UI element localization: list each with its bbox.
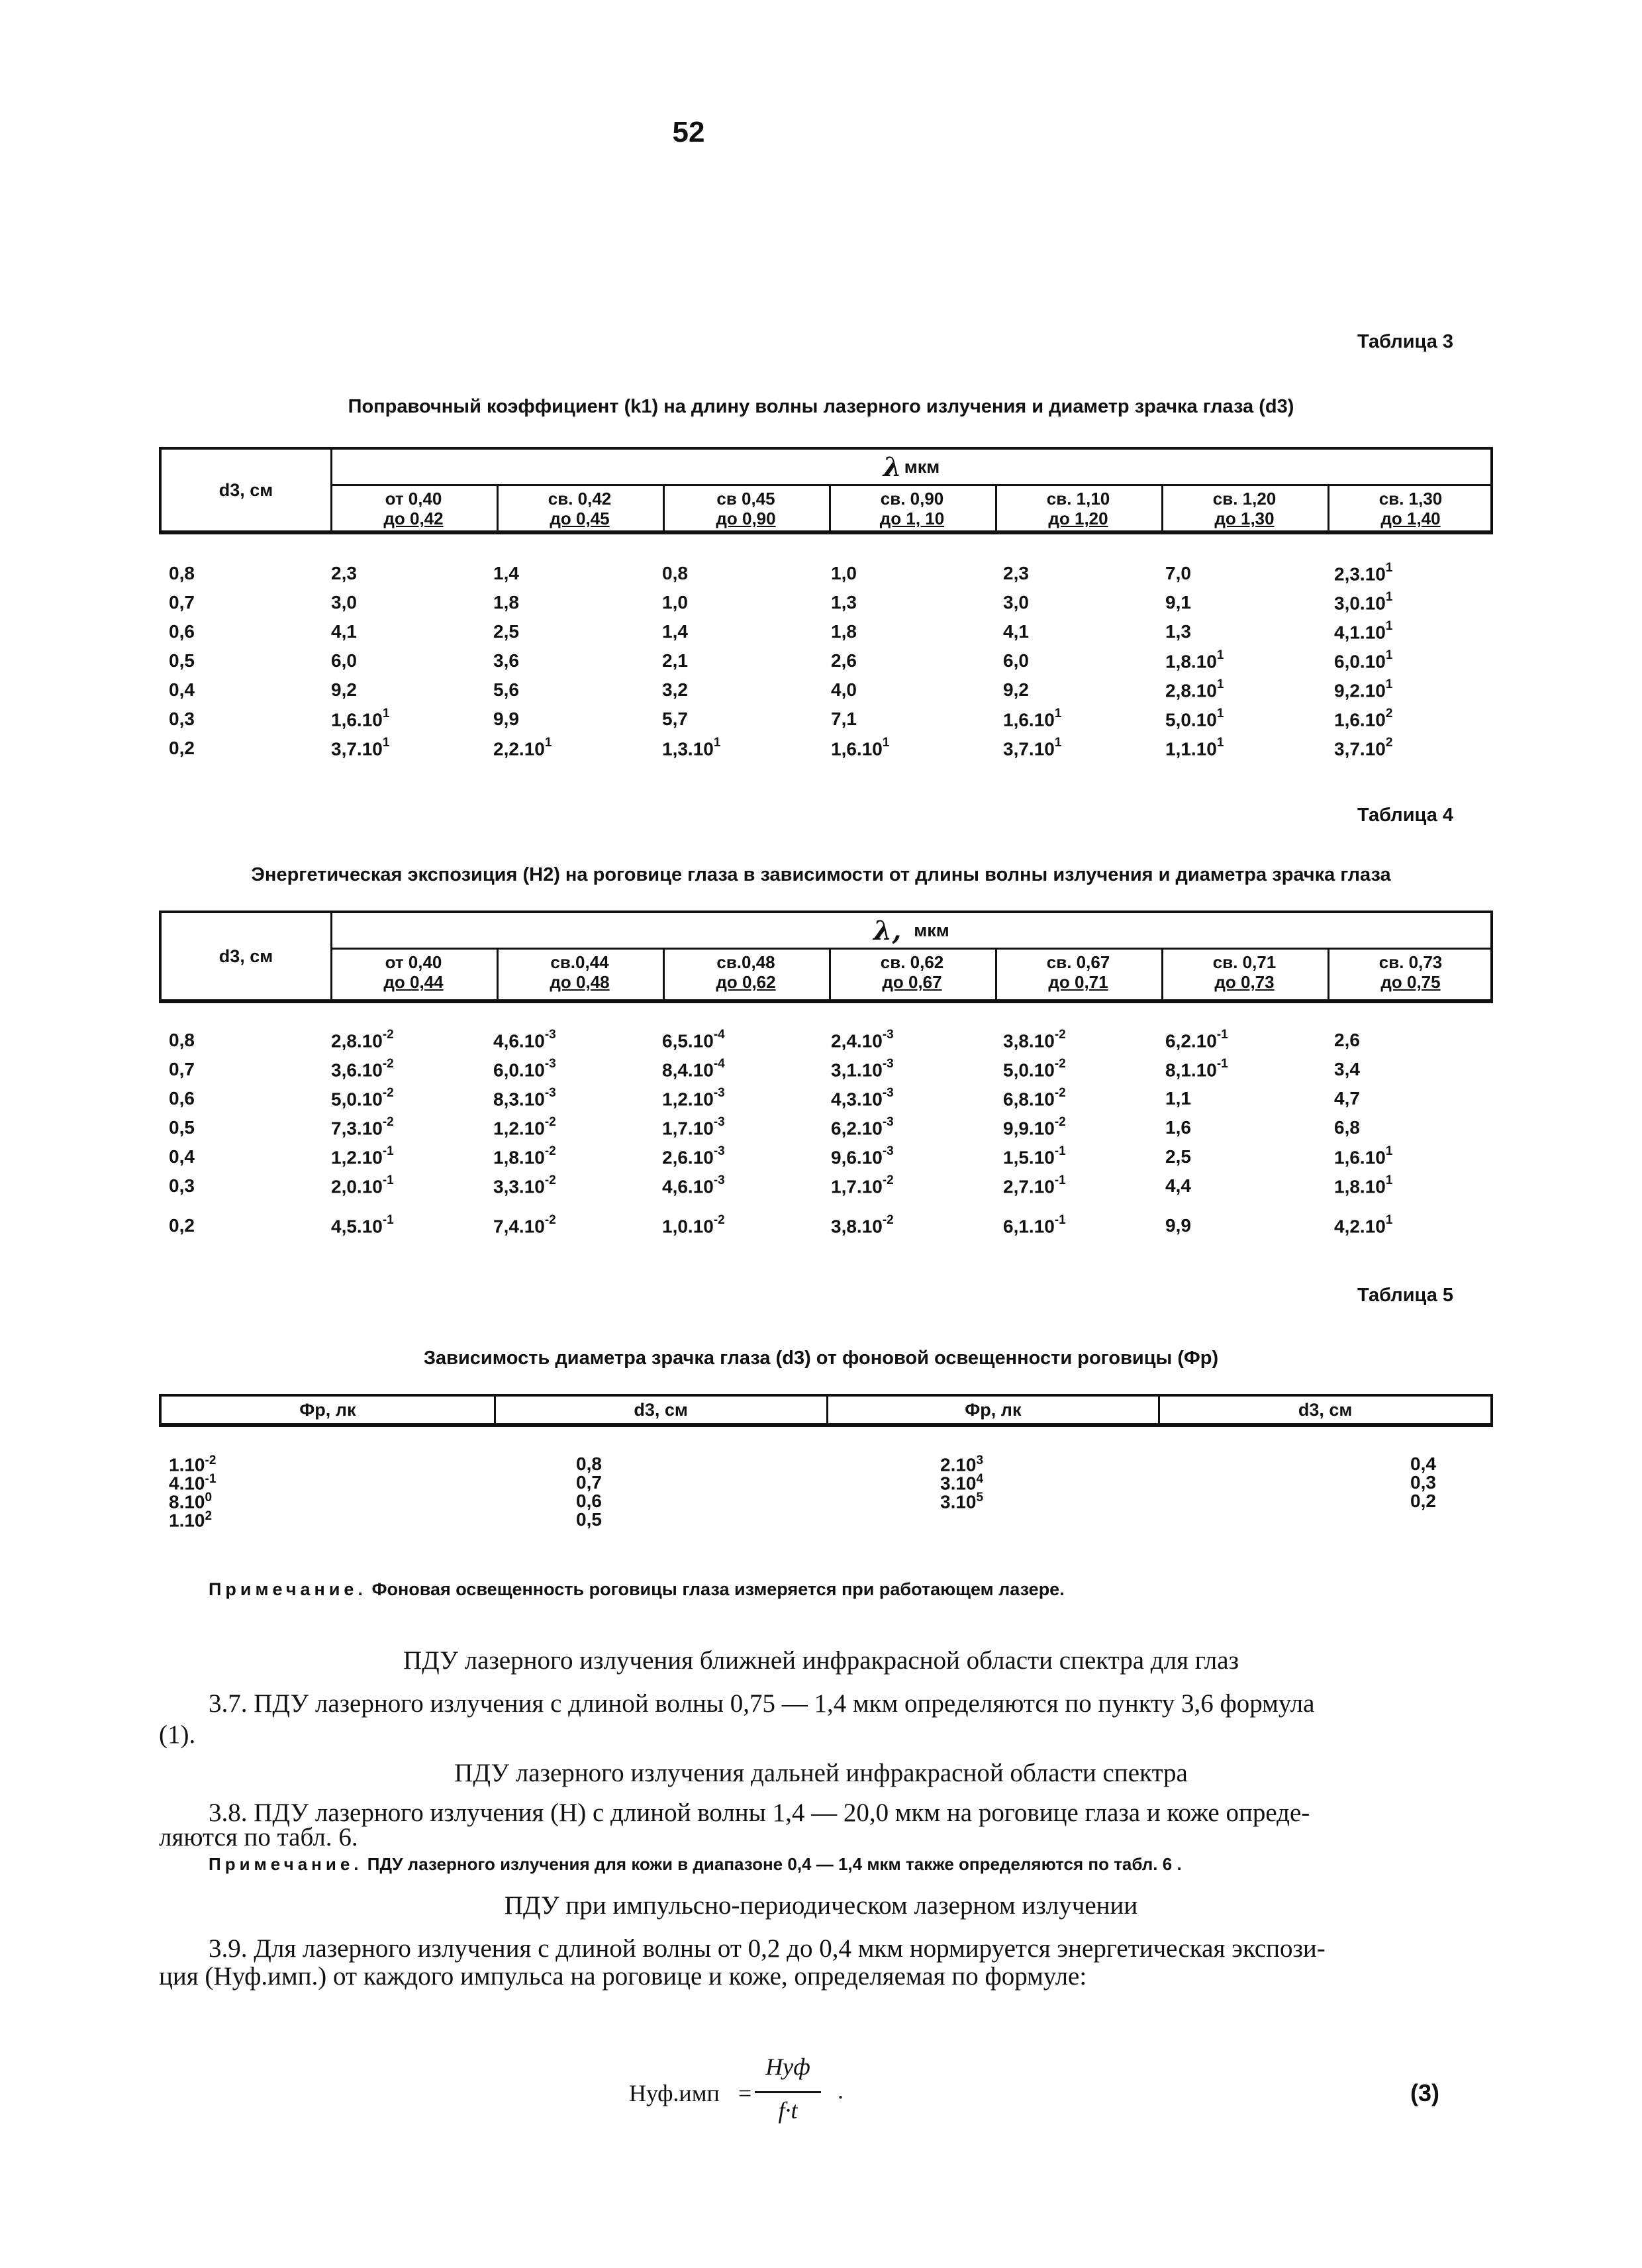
table4-cell-r4-c6: $9,9.10^{-2}$ [1003, 1115, 1066, 1139]
table3-cell-r5-c4: 3,2 [662, 679, 688, 700]
table4-range-header-4 [829, 950, 993, 999]
table5-cell-c4-r3: 0,2 [1410, 1491, 1436, 1511]
table5-cell-c1-r4: 1.10$^2$ [169, 1509, 213, 1531]
formula-fraction-bar [755, 2091, 821, 2093]
table3-cell-r7-c4: 1,3.10$^1$ [662, 736, 721, 760]
table4-d3-header: d3, см [218, 946, 273, 966]
table3-range-to: до 0,90 [716, 509, 776, 528]
formula-dot: . [838, 2077, 844, 2104]
table4-range-header-6 [1161, 950, 1326, 999]
table3-lambda-unit: мкм [904, 456, 940, 477]
page-number: 52 [672, 116, 705, 148]
table4-cell-r7-c5: $3,8.10^{-2}$ [831, 1213, 894, 1237]
formula-numerator: Hуф [765, 2053, 810, 2080]
table5-cell-c4-r2: 0,3 [1410, 1472, 1436, 1493]
table4-cell-r4-c5: $6,2.10^{-3}$ [831, 1115, 894, 1139]
table4-cell-r2-c3: $6,0.10^{-3}$ [493, 1057, 556, 1081]
table4-cell-r1-c8: 2,6 [1334, 1030, 1360, 1050]
table4-cell-r4-c8: 6,8 [1334, 1117, 1360, 1138]
table4-cell-r2-c4: $8,4.10^{-4}$ [662, 1057, 725, 1081]
table3-cell-r3-c8: 4,1.10$^1$ [1334, 619, 1393, 643]
table3-cell-r3-c7: 1,3 [1165, 621, 1191, 642]
table5-cell-c3-r2: 3.10$^4$ [940, 1472, 984, 1494]
table4-cell-r1-c1: 0,8 [169, 1030, 195, 1050]
table3-cell-r5-c5: 4,0 [831, 679, 857, 700]
table3-cell-r4-c8: 6,0.10$^1$ [1334, 648, 1393, 672]
table5-cell-c4-r1: 0,4 [1410, 1454, 1436, 1474]
table3-range-from: св. 1,20 [1212, 489, 1277, 509]
table4-cell-r5-c8: 1,6.10$^1$ [1334, 1144, 1393, 1168]
table3-cell-r7-c7: 1,1.10$^1$ [1165, 736, 1224, 760]
table4-cell-r7-c4: $1,0.10^{-2}$ [662, 1213, 725, 1237]
table4-cell-r2-c2: $3,6.10^{-2}$ [331, 1057, 394, 1081]
table3-cell-r7-c5: 1,6.10$^1$ [831, 736, 890, 760]
table3-cell-r6-c2: 1,6.10$^1$ [331, 707, 390, 730]
table4-lambda-unit: мкм [914, 920, 949, 940]
table5-header-d3-1: d3, см [494, 1397, 826, 1423]
table3-cell-r1-c5: 1,0 [831, 563, 857, 583]
table4-cell-r1-c2: $2,8.10^{-2}$ [331, 1028, 394, 1052]
section-3-heading: ПДУ при импульсно-периодическом лазерном излучении [504, 1891, 1138, 1920]
table4-cell-r3-c2: $5,0.10^{-2}$ [331, 1086, 394, 1110]
table5-header [159, 1394, 1493, 1427]
table5-label: Таблица 5 [1357, 1285, 1454, 1306]
table4-cell-r1-c6: $3,8.10^{-2}$ [1003, 1028, 1066, 1052]
table3-range-to: до 1, 10 [879, 509, 945, 528]
table4-range-from: св. 0,73 [1378, 952, 1443, 972]
table3-cell-r1-c7: 7,0 [1165, 563, 1191, 583]
table3-range-to: до 1,30 [1214, 509, 1275, 528]
table4-cell-r5-c7: 2,5 [1165, 1146, 1191, 1167]
table3-cell-r5-c3: 5,6 [493, 679, 519, 700]
table3-range-from: от 0,40 [385, 489, 442, 509]
table3-cell-r2-c4: 1,0 [662, 592, 688, 613]
table3-cell-r7-c2: 3,7.10$^1$ [331, 736, 390, 760]
table3-caption: Поправочный коэффициент (k1) на длину волны лазерного излучения и диаметр зрачка глаза (d3) [348, 396, 1294, 417]
table4-cell-r5-c6: $1,5.10^{-1}$ [1003, 1144, 1066, 1168]
table4-cell-r1-c4: $6,5.10^{-4}$ [662, 1028, 725, 1052]
table4-range-from: св. 0,71 [1212, 952, 1277, 972]
table3-cell-r1-c4: 0,8 [662, 563, 688, 583]
table3-cell-r7-c6: 3,7.10$^1$ [1003, 736, 1062, 760]
table4-range-to: до 0,48 [550, 972, 610, 992]
table4-range-header-1 [330, 950, 495, 999]
table4-cell-r3-c4: $1,2.10^{-3}$ [662, 1086, 725, 1110]
table4-cell-r6-c5: $1,7.10^{-2}$ [831, 1173, 894, 1197]
table3-cell-r3-c1: 0,6 [169, 621, 195, 642]
table5-caption: Зависимость диаметра зрачка глаза (d3) от фоновой освещенности роговицы (Фр) [423, 1348, 1219, 1369]
table3-range-header-5 [995, 486, 1159, 530]
table3-cell-r3-c3: 2,5 [493, 621, 519, 642]
table4-cell-r7-c3: $7,4.10^{-2}$ [493, 1213, 556, 1237]
lambda-symbol: λ [883, 451, 902, 483]
table3-cell-r5-c7: 2,8.10$^1$ [1165, 677, 1224, 701]
table3-range-header-3 [663, 486, 827, 530]
table4-cell-r3-c3: $8,3.10^{-3}$ [493, 1086, 556, 1110]
table3-cell-r3-c6: 4,1 [1003, 621, 1029, 642]
table3-range-from: св 0,45 [716, 489, 775, 509]
table4-range-to: до 0,71 [1048, 972, 1108, 992]
table3-label: Таблица 3 [1357, 331, 1454, 352]
table4-cell-r3-c6: $6,8.10^{-2}$ [1003, 1086, 1066, 1110]
table3-lambda-header [330, 450, 1490, 486]
table4-cell-r7-c7: 9,9 [1165, 1215, 1191, 1236]
table4-cell-r7-c8: 4,2.10$^1$ [1334, 1213, 1393, 1237]
table3-cell-r2-c8: 3,0.10$^1$ [1334, 590, 1393, 614]
table4-cell-r1-c3: $4,6.10^{-3}$ [493, 1028, 556, 1052]
table3-range-from: св. 0,42 [548, 489, 612, 509]
table3-range-from: св. 1,10 [1046, 489, 1110, 509]
table4-cell-r6-c2: $2,0.10^{-1}$ [331, 1173, 394, 1197]
table4-cell-r5-c4: $2,6.10^{-3}$ [662, 1144, 725, 1168]
formula-number: (3) [1410, 2079, 1439, 2106]
table5-cell-c1-r1: $1.10^{-2}$ [169, 1454, 217, 1475]
table3-cell-r7-c1: 0,2 [169, 738, 195, 758]
table3-cell-r2-c2: 3,0 [331, 592, 357, 613]
table3-cell-r2-c6: 3,0 [1003, 592, 1029, 613]
table3-cell-r6-c6: 1,6.10$^1$ [1003, 707, 1062, 730]
note-1 [209, 1579, 1065, 1600]
note-2-label: Примечание. [209, 1854, 363, 1874]
table3-range-header-7 [1328, 486, 1492, 530]
table4-cell-r2-c6: $5,0.10^{-2}$ [1003, 1057, 1066, 1081]
table4-cell-r4-c2: $7,3.10^{-2}$ [331, 1115, 394, 1139]
table4-cell-r3-c1: 0,6 [169, 1088, 195, 1109]
table3-range-from: св. 0,90 [880, 489, 944, 509]
table4-range-to: до 0,75 [1380, 972, 1441, 992]
table3-cell-r2-c3: 1,8 [493, 592, 519, 613]
table3-range-header-1 [330, 486, 495, 530]
formula-denominator: f·t [778, 2097, 798, 2124]
table4-lambda-header [330, 913, 1490, 950]
table4-label: Таблица 4 [1357, 805, 1454, 826]
table4-range-header-5 [995, 950, 1159, 999]
note-1-text: Фоновая освещенность роговицы глаза измеряется при работающем лазере. [366, 1579, 1065, 1599]
table5-header-d3-2: d3, см [1158, 1397, 1490, 1423]
table3-range-from: св. 1,30 [1378, 489, 1443, 509]
table5-cell-c3-r3: 3.10$^5$ [940, 1491, 984, 1512]
table3-range-header-6 [1161, 486, 1326, 530]
table3-cell-r4-c6: 6,0 [1003, 650, 1029, 671]
table4-cell-r6-c1: 0,3 [169, 1175, 195, 1196]
table3-cell-r5-c8: 9,2.10$^1$ [1334, 677, 1393, 701]
table5-cell-c2-r1: 0,8 [576, 1454, 602, 1474]
table4-cell-r2-c1: 0,7 [169, 1059, 195, 1079]
table3-cell-r2-c7: 9,1 [1165, 592, 1191, 613]
table3-cell-r3-c4: 1,4 [662, 621, 688, 642]
section-1-line-1: 3.7. ПДУ лазерного излучения с длиной волны 0,75 — 1,4 мкм определяются по пункту 3,6 формула [209, 1689, 1315, 1718]
table3-cell-r3-c5: 1,8 [831, 621, 857, 642]
table4-cell-r7-c6: $6,1.10^{-1}$ [1003, 1213, 1066, 1237]
table3-cell-r4-c7: 1,8.10$^1$ [1165, 648, 1224, 672]
table3-cell-r4-c3: 3,6 [493, 650, 519, 671]
table4-range-header-3 [663, 950, 827, 999]
table3-d3-header: d3, см [218, 479, 273, 500]
table4-cell-r4-c4: $1,7.10^{-3}$ [662, 1115, 725, 1139]
table5-cell-c3-r1: 2.10$^3$ [940, 1454, 984, 1475]
table4-cell-r5-c5: $9,6.10^{-3}$ [831, 1144, 894, 1168]
table4-range-from: св.0,44 [550, 952, 609, 972]
table3-cell-r4-c5: 2,6 [831, 650, 857, 671]
table4-range-to: до 0,67 [882, 972, 942, 992]
table4-range-to: до 0,44 [383, 972, 444, 992]
table5-cell-c1-r3: 8.10$^0$ [169, 1491, 213, 1512]
table4-cell-r4-c3: $1,2.10^{-2}$ [493, 1115, 556, 1139]
table4-cell-r3-c8: 4,7 [1334, 1088, 1360, 1109]
table4-cell-r1-c5: $2,4.10^{-3}$ [831, 1028, 894, 1052]
table4-cell-r6-c3: $3,3.10^{-2}$ [493, 1173, 556, 1197]
table3-cell-r7-c8: 3,7.10$^2$ [1334, 736, 1393, 760]
table3-cell-r1-c1: 0,8 [169, 563, 195, 583]
table3-cell-r5-c1: 0,4 [169, 679, 195, 700]
table4-header [159, 911, 1493, 1003]
table3-cell-r5-c2: 9,2 [331, 679, 357, 700]
formula-equals: = [738, 2080, 752, 2106]
table5-cell-c2-r3: 0,6 [576, 1491, 602, 1511]
section-3-line-2: ция (Нуф.имп.) от каждого импульса на роговице и коже, определяемая по формуле: [159, 1962, 1087, 1991]
table4-cell-r5-c2: $1,2.10^{-1}$ [331, 1144, 394, 1168]
table3-cell-r3-c2: 4,1 [331, 621, 357, 642]
section-1-heading: ПДУ лазерного излучения ближней инфракрасной области спектра для глаз [403, 1646, 1239, 1675]
table4-cell-r5-c3: $1,8.10^{-2}$ [493, 1144, 556, 1168]
table4-cell-r6-c8: 1,8.10$^1$ [1334, 1173, 1393, 1197]
table4-cell-r3-c7: 1,1 [1165, 1088, 1191, 1109]
table4-cell-r7-c2: $4,5.10^{-1}$ [331, 1213, 394, 1237]
lambda-symbol: λ, [873, 914, 902, 946]
table4-range-to: до 0,62 [716, 972, 776, 992]
table3-cell-r6-c7: 5,0.10$^1$ [1165, 707, 1224, 730]
table3-cell-r5-c6: 9,2 [1003, 679, 1029, 700]
note-2-text: ПДУ лазерного излучения для кожи в диапазоне 0,4 — 1,4 мкм также определяются по табл. 6 . [362, 1854, 1182, 1874]
table3-cell-r2-c1: 0,7 [169, 592, 195, 613]
table4-range-header-2 [497, 950, 661, 999]
table3-range-to: до 0,42 [383, 509, 444, 528]
table3-cell-r6-c5: 7,1 [831, 709, 857, 729]
table4-range-header-7 [1328, 950, 1492, 999]
section-2-line-2: ляются по табл. 6. [159, 1823, 358, 1851]
table4-cell-r6-c6: $2,7.10^{-1}$ [1003, 1173, 1066, 1197]
table4-cell-r2-c5: $3,1.10^{-3}$ [831, 1057, 894, 1081]
formula-lhs: Нуф.имп [629, 2080, 720, 2106]
table3-range-to: до 1,40 [1380, 509, 1441, 528]
table4-cell-r2-c8: 3,4 [1334, 1059, 1360, 1079]
table4-cell-r4-c1: 0,5 [169, 1117, 195, 1138]
table3-range-header-2 [497, 486, 661, 530]
table3-cell-r7-c3: 2,2.10$^1$ [493, 736, 552, 760]
table3-cell-r4-c2: 6,0 [331, 650, 357, 671]
table4-range-from: от 0,40 [385, 952, 442, 972]
table4-range-to: до 0,73 [1214, 972, 1275, 992]
table4-caption: Энергетическая экспозиция (H2) на роговице глаза в зависимости от длины волны излучения и диаметра зрачка глаза [251, 864, 1391, 885]
table5-header-fr-1: Фр, лк [299, 1399, 356, 1420]
section-2-heading: ПДУ лазерного излучения дальней инфракрасной области спектра [454, 1759, 1188, 1787]
table4-cell-r6-c7: 4,4 [1165, 1175, 1191, 1196]
table4-cell-r1-c7: $6,2.10^{-1}$ [1165, 1028, 1228, 1052]
table4-cell-r6-c4: $4,6.10^{-3}$ [662, 1173, 725, 1197]
table3-range-to: до 1,20 [1048, 509, 1108, 528]
table3-cell-r4-c4: 2,1 [662, 650, 688, 671]
table3-cell-r6-c4: 5,7 [662, 709, 688, 729]
table5-cell-c1-r2: $4.10^{-1}$ [169, 1472, 217, 1494]
table4-cell-r5-c1: 0,4 [169, 1146, 195, 1167]
table4-range-from: св. 0,67 [1046, 952, 1110, 972]
table3-cell-r1-c3: 1,4 [493, 563, 519, 583]
table3-cell-r1-c8: 2,3.10$^1$ [1334, 561, 1393, 585]
table5-header-fr-2: Фр, лк [826, 1397, 1159, 1423]
table3-cell-r6-c8: 1,6.10$^2$ [1334, 707, 1393, 730]
table5-cell-c2-r2: 0,7 [576, 1472, 602, 1493]
table3-range-header-4 [829, 486, 993, 530]
table3-cell-r6-c1: 0,3 [169, 709, 195, 729]
table3-cell-r6-c3: 9,9 [493, 709, 519, 729]
table4-range-from: св. 0,62 [880, 952, 944, 972]
table4-cell-r4-c7: 1,6 [1165, 1117, 1191, 1138]
table3-header [159, 447, 1493, 534]
table5-cell-c2-r4: 0,5 [576, 1509, 602, 1530]
note-2 [209, 1854, 1182, 1875]
table3-cell-r2-c5: 1,3 [831, 592, 857, 613]
section-1-line-2: (1). [159, 1720, 196, 1749]
table3-range-to: до 0,45 [550, 509, 610, 528]
table4-cell-r7-c1: 0,2 [169, 1215, 195, 1236]
table3-cell-r1-c6: 2,3 [1003, 563, 1029, 583]
table4-cell-r3-c5: $4,3.10^{-3}$ [831, 1086, 894, 1110]
section-3-line-1: 3.9. Для лазерного излучения с длиной волны от 0,2 до 0,4 мкм нормируется энергетическая экспози- [209, 1934, 1326, 1963]
note-1-label: Примечание. [209, 1579, 367, 1599]
table4-cell-r2-c7: $8,1.10^{-1}$ [1165, 1057, 1228, 1081]
section-2-line-1: 3.8. ПДУ лазерного излучения (Н) с длиной волны 1,4 — 20,0 мкм на роговице глаза и коже опреде- [209, 1799, 1310, 1827]
table3-cell-r4-c1: 0,5 [169, 650, 195, 671]
table4-range-from: св.0,48 [716, 952, 775, 972]
table3-cell-r1-c2: 2,3 [331, 563, 357, 583]
